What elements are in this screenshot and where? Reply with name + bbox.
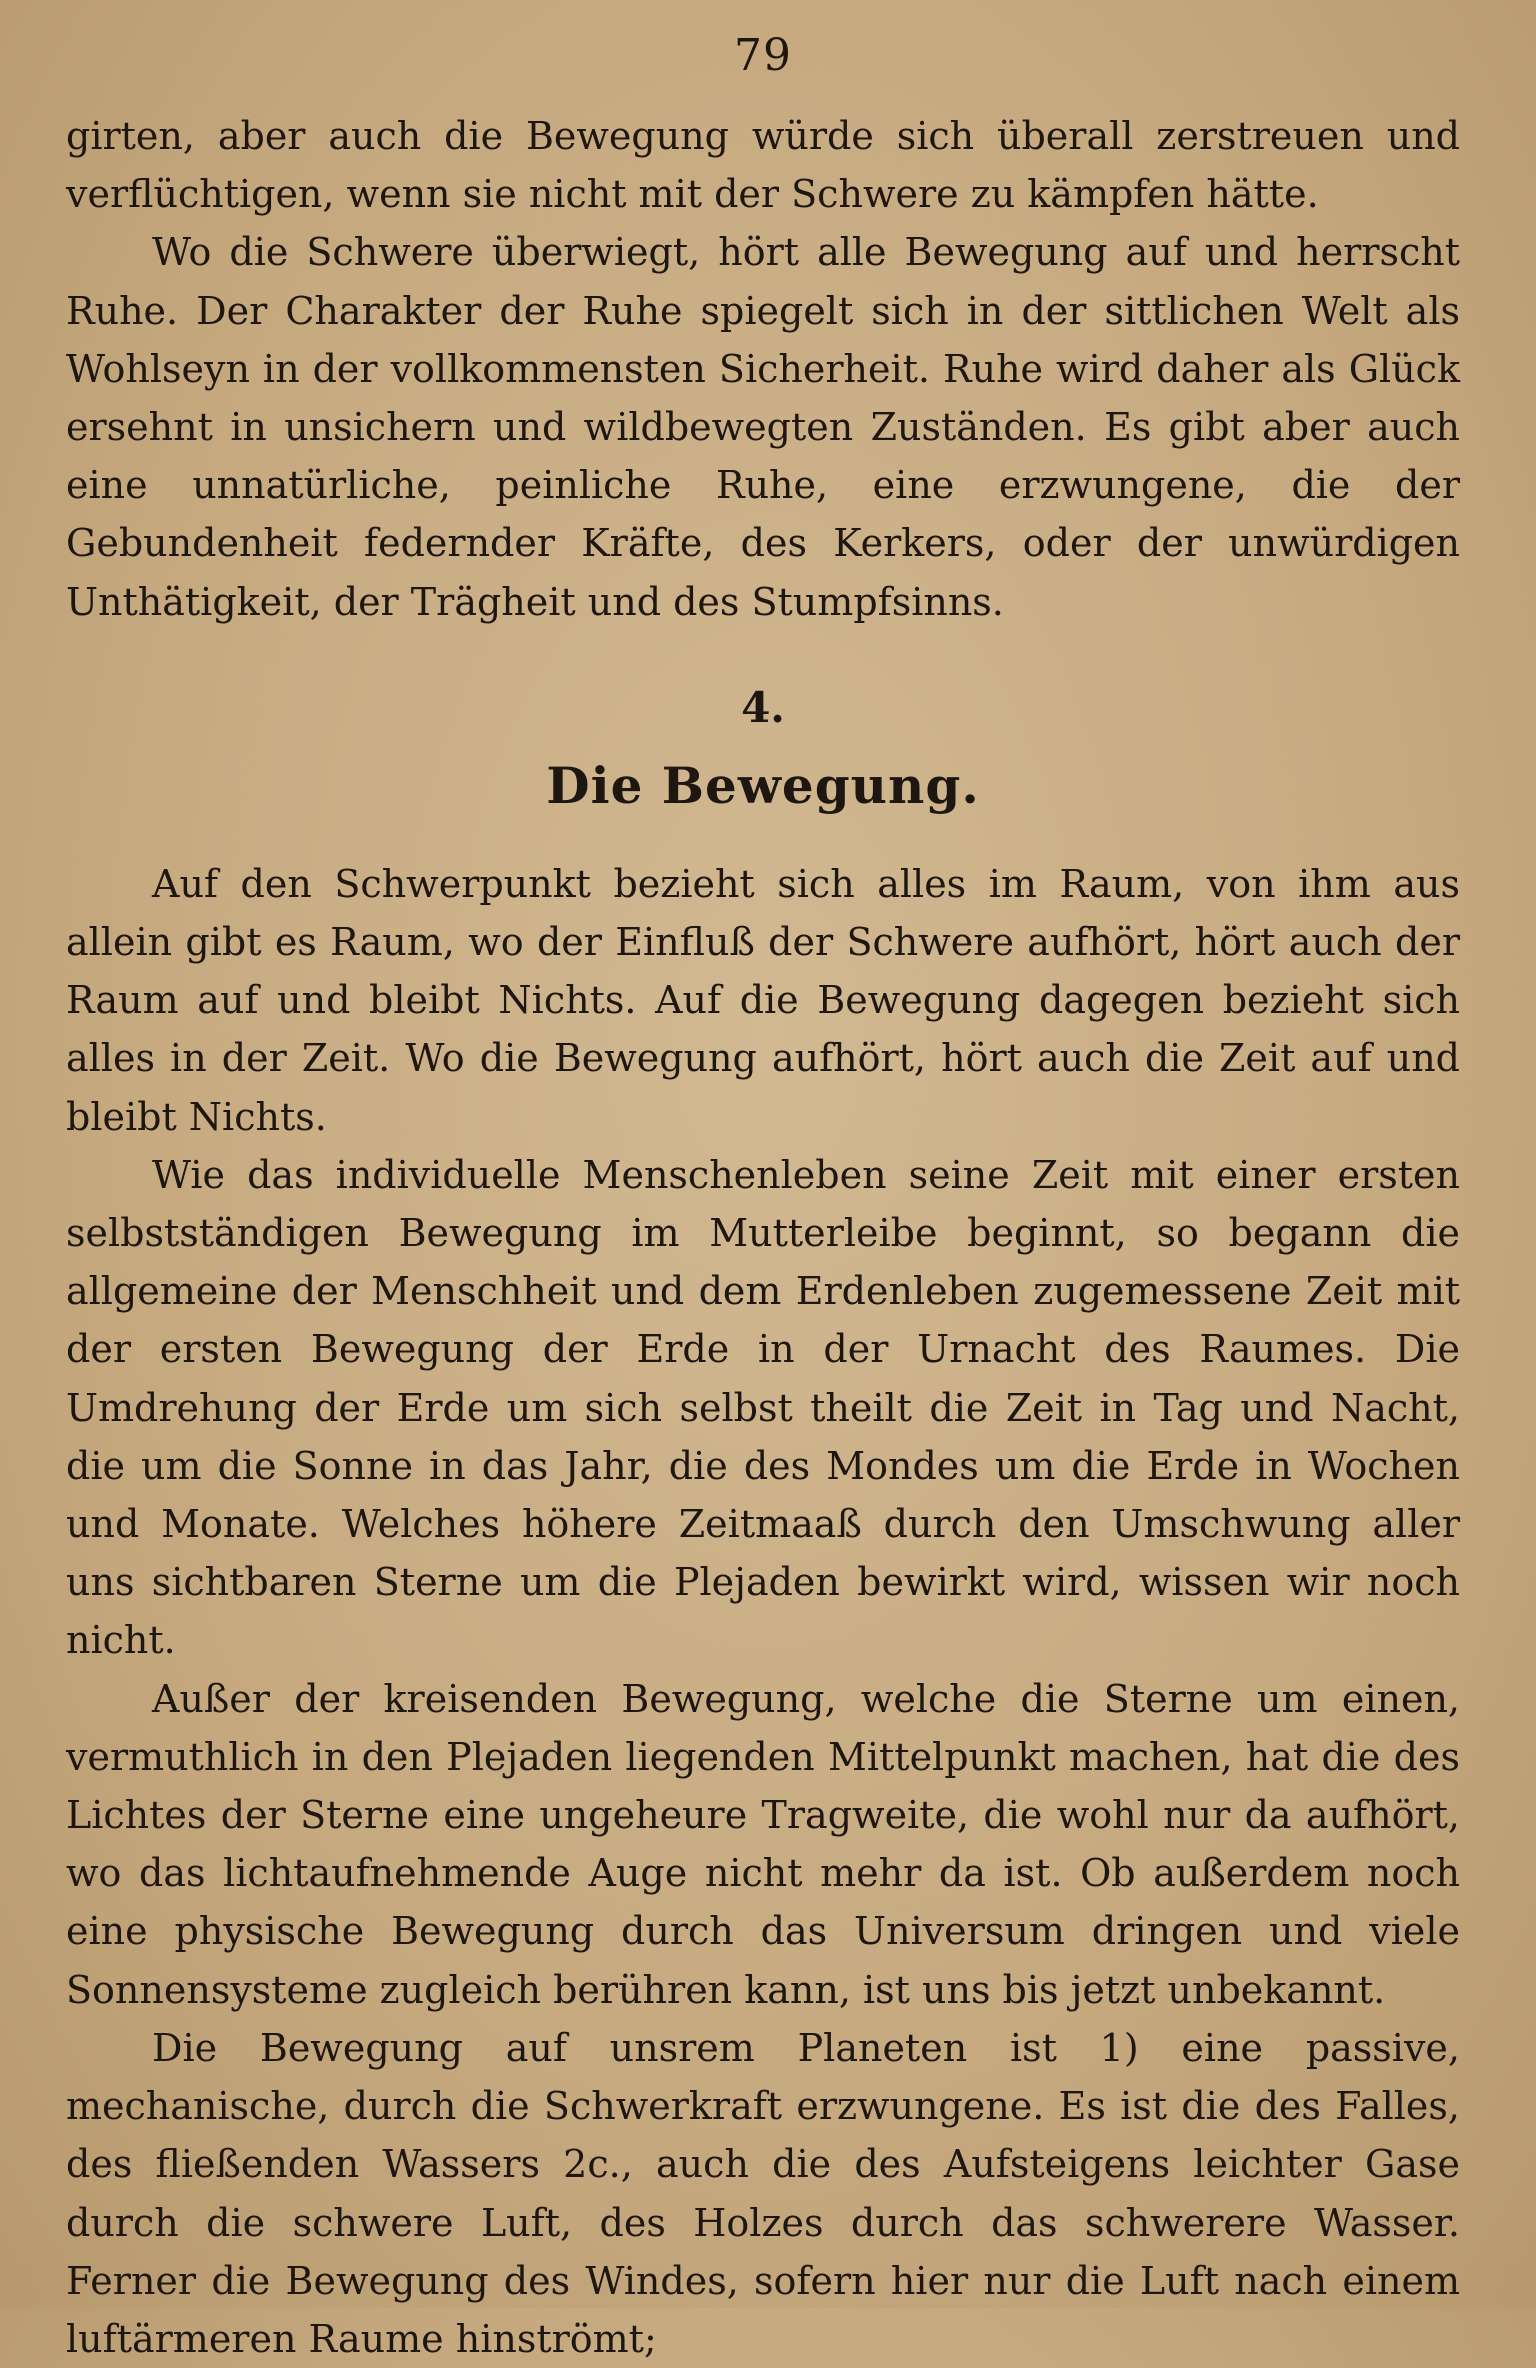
paragraph: girten, aber auch die Bewegung würde sich überall zerstreuen und verflüchtigen, wenn sie nicht mit der Schwere zu kämpfen hätte. (66, 114, 1460, 217)
page-number: 79 (734, 30, 792, 81)
paragraph: Die Bewegung auf unsrem Planeten ist 1) eine passive, mechanische, durch die Schwerkraft erzwungene. Es ist die des Falles, des fließenden Wassers 2c., auch die des Aufsteigens leichter Gase durch die schwere Luft, des Holzes durch das schwerere Wasser. Ferner die Bewegung des Windes, sofern hier nur die Luft nach einem luftärmeren Raume hinströmt; (66, 2025, 1460, 2361)
section-title: Die Bewegung. (546, 755, 980, 815)
section-number: 4. (741, 682, 785, 732)
paragraph: Wo die Schwere überwiegt, hört alle Bewegung auf und herrscht Ruhe. Der Charakter der Ruhe spiegelt sich in der sittlichen Welt als Wohlseyn in der vollkommensten Sicherheit. Ruhe wird daher als Glück ersehnt in unsichern und wildbewegten Zuständen. Es gibt aber auch eine unnatürliche, peinliche Ruhe, eine erzwungene, die der Gebundenheit federnder Kräfte, des Kerkers, oder der unwürdigen Unthätigkeit, der Trägheit und des Stumpfsinns. (66, 230, 1460, 624)
book-page (66, 30, 1460, 2368)
paragraph: Wie das individuelle Menschenleben seine Zeit mit einer ersten selbstständigen Bewegung im Mutterleibe beginnt, so begann die allgemeine der Menschheit und dem Erdenleben zugemessene Zeit mit der ersten Bewegung der Erde in der Urnacht des Raumes. Die Umdrehung der Erde um sich selbst theilt die Zeit in Tag und Nacht, die um die Sonne in das Jahr, die des Mondes um die Erde in Wochen und Monate. Welches höhere Zeitmaaß durch den Umschwung aller uns sichtbaren Sterne um die Plejaden bewirkt wird, wissen wir noch nicht. (66, 1152, 1460, 1663)
paragraph: Außer der kreisenden Bewegung, welche die Sterne um einen, vermuthlich in den Plejaden liegenden Mittelpunkt machen, hat die des Lichtes der Sterne eine ungeheure Tragweite, die wohl nur da aufhört, wo das lichtaufnehmende Auge nicht mehr da ist. Ob außerdem noch eine physische Bewegung durch das Universum dringen und viele Sonnensysteme zugleich berühren kann, ist uns bis jetzt unbekannt. (66, 1676, 1460, 2012)
paragraph: Auf den Schwerpunkt bezieht sich alles im Raum, von ihm aus allein gibt es Raum, wo der Einfluß der Schwere aufhört, hört auch der Raum auf und bleibt Nichts. Auf die Bewegung dagegen bezieht sich alles in der Zeit. Wo die Bewegung aufhört, hört auch die Zeit auf und bleibt Nichts. (66, 861, 1460, 1139)
